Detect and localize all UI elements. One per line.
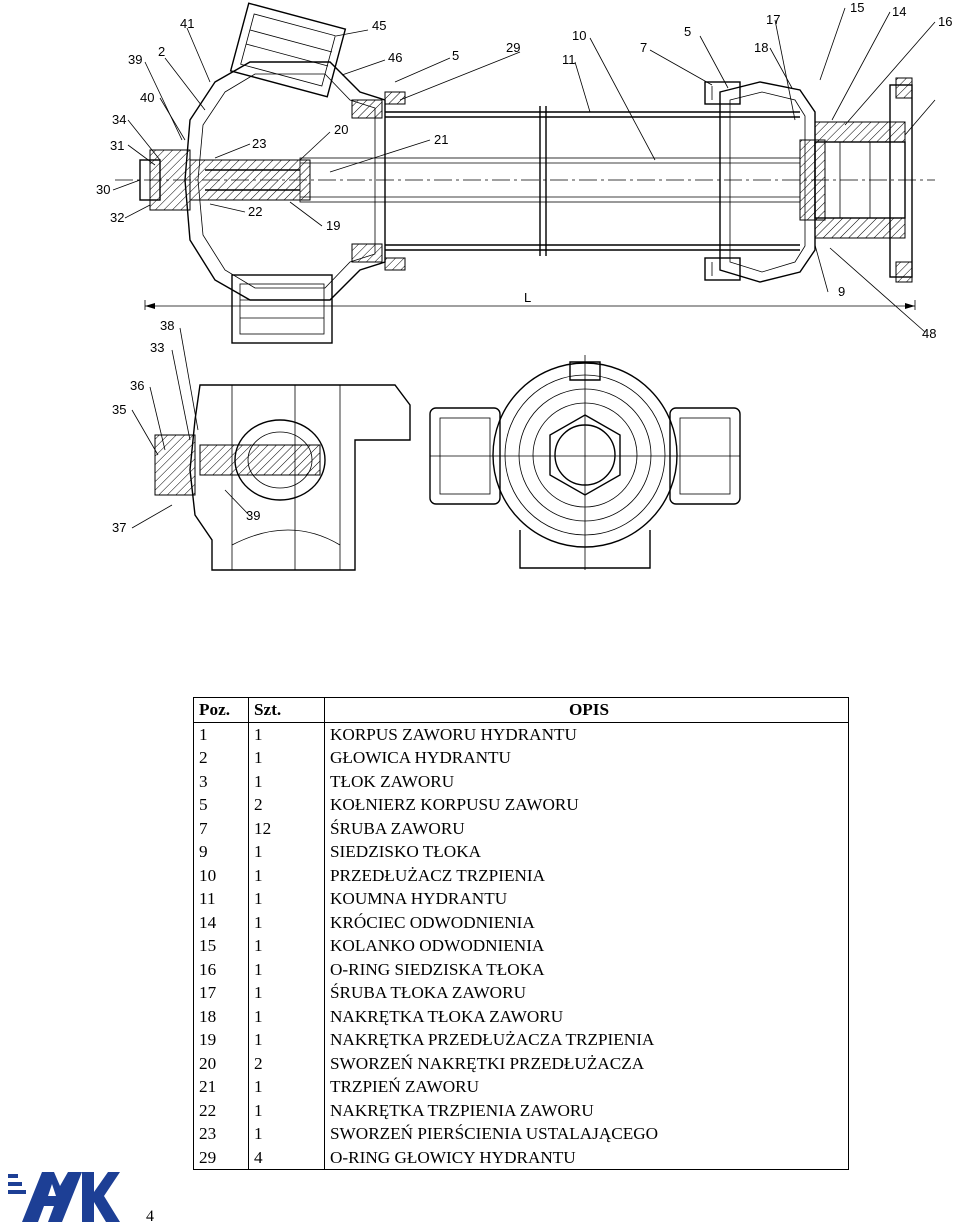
callout-label: 21 xyxy=(434,132,449,147)
table-row xyxy=(194,1028,849,1052)
callout-label: 40 xyxy=(140,90,155,105)
callout-label: 45 xyxy=(372,18,387,33)
cell-quantity: 1 xyxy=(249,746,325,770)
callout-label: 19 xyxy=(326,218,341,233)
cell-position: 14 xyxy=(194,911,249,935)
callout-label: 7 xyxy=(640,40,648,55)
cell-description: TŁOK ZAWORU xyxy=(325,770,849,794)
cell-description: KOLANKO ODWODNIENIA xyxy=(325,934,849,958)
callout-label: 38 xyxy=(160,318,175,333)
callout-label: 22 xyxy=(248,204,263,219)
cell-quantity: 1 xyxy=(249,864,325,888)
table-row xyxy=(194,793,849,817)
callout-label: 46 xyxy=(388,50,403,65)
detail-section-view xyxy=(112,318,410,570)
table-row xyxy=(194,864,849,888)
cell-description: SIEDZISKO TŁOKA xyxy=(325,840,849,864)
cell-quantity: 1 xyxy=(249,934,325,958)
cell-position: 9 xyxy=(194,840,249,864)
cell-position: 15 xyxy=(194,934,249,958)
cell-description: O-RING SIEDZISKA TŁOKA xyxy=(325,958,849,982)
cell-quantity: 1 xyxy=(249,958,325,982)
callout-label: 39 xyxy=(128,52,143,67)
table-row xyxy=(194,1005,849,1029)
table-row xyxy=(194,817,849,841)
cell-position: 22 xyxy=(194,1099,249,1123)
cell-position: 19 xyxy=(194,1028,249,1052)
cell-position: 21 xyxy=(194,1075,249,1099)
callout-label: 29 xyxy=(506,40,521,55)
callout-label: 16 xyxy=(938,14,953,29)
callout-label: 32 xyxy=(110,210,125,225)
callout-label: 5 xyxy=(684,24,692,39)
callout-label: 11 xyxy=(562,52,576,67)
cell-quantity: 1 xyxy=(249,722,325,746)
cell-quantity: 1 xyxy=(249,1099,325,1123)
cell-position: 7 xyxy=(194,817,249,841)
cell-quantity: 1 xyxy=(249,840,325,864)
column-header-quantity: Szt. xyxy=(249,698,325,723)
cell-quantity: 1 xyxy=(249,911,325,935)
column-header-description: OPIS xyxy=(325,698,849,723)
callout-label: 48 xyxy=(922,326,937,341)
table-row xyxy=(194,1099,849,1123)
cell-position: 23 xyxy=(194,1122,249,1146)
cell-position: 11 xyxy=(194,887,249,911)
cell-position: 1 xyxy=(194,722,249,746)
callout-label: 5 xyxy=(452,48,460,63)
callout-label: 10 xyxy=(572,28,587,43)
table-row xyxy=(194,770,849,794)
table-row xyxy=(194,1075,849,1099)
cell-position: 2 xyxy=(194,746,249,770)
parts-table-body xyxy=(194,722,849,1170)
table-row xyxy=(194,746,849,770)
cell-position: 18 xyxy=(194,1005,249,1029)
callout-label: 35 xyxy=(112,402,127,417)
cell-description: KORPUS ZAWORU HYDRANTU xyxy=(325,722,849,746)
cell-quantity: 1 xyxy=(249,887,325,911)
cell-description: GŁOWICA HYDRANTU xyxy=(325,746,849,770)
callout-label: 15 xyxy=(850,0,865,15)
cell-quantity: 1 xyxy=(249,1122,325,1146)
callout-label: 39 xyxy=(246,508,261,523)
cell-description: PRZEDŁUŻACZ TRZPIENIA xyxy=(325,864,849,888)
callout-label: 37 xyxy=(112,520,127,535)
table-row xyxy=(194,887,849,911)
cell-description: SWORZEŃ NAKRĘTKI PRZEDŁUŻACZA xyxy=(325,1052,849,1076)
cell-description: NAKRĘTKA TRZPIENIA ZAWORU xyxy=(325,1099,849,1123)
cell-position: 17 xyxy=(194,981,249,1005)
cell-position: 3 xyxy=(194,770,249,794)
callout-label: 30 xyxy=(96,182,111,197)
cell-position: 29 xyxy=(194,1146,249,1170)
column-header-position: Poz. xyxy=(194,698,249,723)
table-row xyxy=(194,934,849,958)
table-header-row xyxy=(194,698,849,723)
cell-description: KOŁNIERZ KORPUSU ZAWORU xyxy=(325,793,849,817)
cell-quantity: 1 xyxy=(249,1075,325,1099)
avk-logo xyxy=(8,1170,120,1224)
page-number: 4 xyxy=(146,1208,154,1225)
cell-quantity: 2 xyxy=(249,1052,325,1076)
callout-label: 20 xyxy=(334,122,349,137)
cell-quantity: 12 xyxy=(249,817,325,841)
callout-label: 41 xyxy=(180,16,195,31)
side-section-view xyxy=(96,0,952,343)
table-row xyxy=(194,722,849,746)
top-view xyxy=(430,355,740,570)
callout-label: 23 xyxy=(252,136,267,151)
cell-quantity: 4 xyxy=(249,1146,325,1170)
cell-quantity: 1 xyxy=(249,770,325,794)
cell-description: ŚRUBA ZAWORU xyxy=(325,817,849,841)
cell-position: 16 xyxy=(194,958,249,982)
cell-description: ŚRUBA TŁOKA ZAWORU xyxy=(325,981,849,1005)
cell-position: 10 xyxy=(194,864,249,888)
table-row xyxy=(194,1146,849,1170)
dimension-label: L xyxy=(524,290,532,305)
cell-description: SWORZEŃ PIERŚCIENIA USTALAJĄCEGO xyxy=(325,1122,849,1146)
callout-label: 31 xyxy=(110,138,125,153)
cell-quantity: 1 xyxy=(249,1028,325,1052)
table-row xyxy=(194,840,849,864)
callout-label: 34 xyxy=(112,112,127,127)
table-row xyxy=(194,911,849,935)
cell-position: 20 xyxy=(194,1052,249,1076)
cell-quantity: 1 xyxy=(249,1005,325,1029)
parts-table xyxy=(193,697,849,1170)
table-row xyxy=(194,981,849,1005)
callout-label: 18 xyxy=(754,40,769,55)
cell-position: 5 xyxy=(194,793,249,817)
cell-description: KOUMNA HYDRANTU xyxy=(325,887,849,911)
cell-description: NAKRĘTKA PRZEDŁUŻACZA TRZPIENIA xyxy=(325,1028,849,1052)
callout-label: 2 xyxy=(158,44,166,59)
cell-description: NAKRĘTKA TŁOKA ZAWORU xyxy=(325,1005,849,1029)
cell-description: KRÓCIEC ODWODNIENIA xyxy=(325,911,849,935)
callout-label: 33 xyxy=(150,340,165,355)
cell-quantity: 2 xyxy=(249,793,325,817)
table-row xyxy=(194,958,849,982)
cell-description: O-RING GŁOWICY HYDRANTU xyxy=(325,1146,849,1170)
callout-label: 17 xyxy=(766,12,781,27)
callout-label: 9 xyxy=(838,284,846,299)
cell-description: TRZPIEŃ ZAWORU xyxy=(325,1075,849,1099)
callout-label: 14 xyxy=(892,4,907,19)
cell-quantity: 1 xyxy=(249,981,325,1005)
table-row xyxy=(194,1122,849,1146)
callout-label: 36 xyxy=(130,378,145,393)
table-row xyxy=(194,1052,849,1076)
